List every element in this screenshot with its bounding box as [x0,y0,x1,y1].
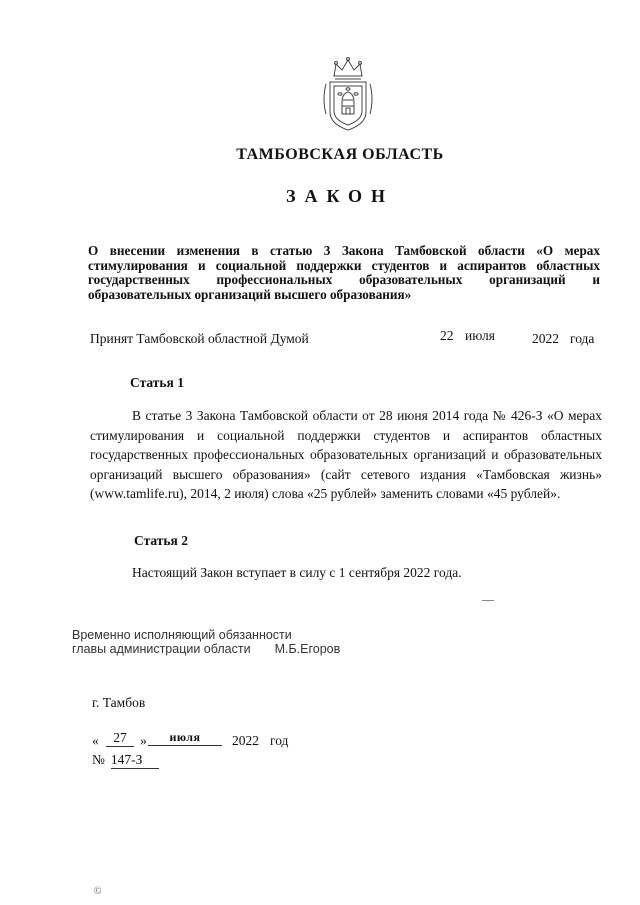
signing-date [92,731,332,751]
signing-year-suffix: год [270,733,289,748]
adoption-year: 2022 [532,331,559,346]
corner-mark: © [94,886,102,897]
separator-dash [482,600,494,601]
law-number [92,752,159,772]
date-close-quote: » [140,733,147,748]
signature-block [72,628,340,656]
coat-of-arms-icon [316,54,380,134]
date-open-quote: « [92,733,99,748]
signing-year: 2022 [232,733,259,748]
signatory-position-line-2: главы администрации области [72,642,251,656]
signing-day: 27 [106,730,134,747]
place-of-signing: г. Тамбов [92,695,146,710]
signatory-position-line-1: Временно исполняющий обязанности [72,628,292,642]
adoption-month: июля [465,328,495,343]
article-1-text: В статье 3 Закона Тамбовской области от 28 июня 2014 года № 426-З «О мерах стимулирования и социальной поддержки студентов и аспирантов областных государственных профессиональных образовательных организаций и образовательных организаций высшего образования» (сайт сетевого издания «Тамбовская жизнь» (www.tamlife.ru), 2014, 2 июля) слова «25 рублей» заменить словами «45 рублей». [90,408,602,501]
article-2-heading: Статья 2 [134,533,188,548]
article-2-text: Настоящий Закон вступает в силу с 1 сентября 2022 года. [132,565,462,580]
document-type: ЗАКОН [285,186,395,206]
adoption-line [90,328,602,349]
adoption-year-suffix: года [570,331,595,346]
number-value: 147-З [111,752,159,769]
adoption-label: Принят Тамбовской областной Думой [90,331,309,346]
signatory-name: М.Б.Егоров [274,642,341,656]
region-name: ТАМБОВСКАЯ ОБЛАСТЬ [236,146,444,163]
article-1-heading: Статья 1 [130,375,184,390]
adoption-day: 22 [440,328,454,343]
signing-month: июля [148,730,222,746]
number-sign: № [92,752,105,767]
law-title: О внесении изменения в статью 3 Закона Тамбовской области «О мерах стимулирования и социальной поддержки студентов и аспирантов областных государственных профессиональных образовательных организаций и образовательных организаций высшего образования» [88,243,600,302]
